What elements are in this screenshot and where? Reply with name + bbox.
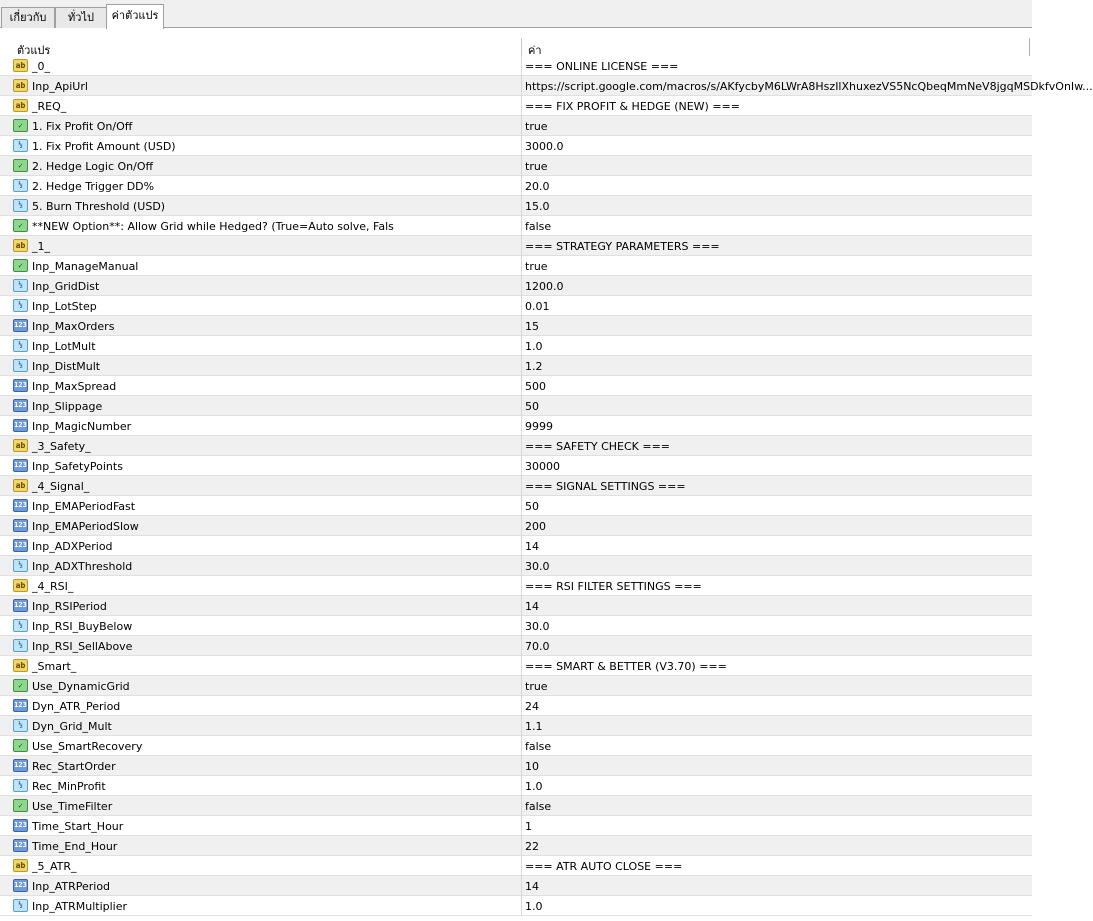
cell-divider [521, 116, 522, 136]
table-row[interactable] [0, 236, 1032, 256]
parameter-name: _5_ATR_ [32, 860, 77, 873]
int-icon: 123 [13, 759, 28, 772]
table-row[interactable] [0, 176, 1032, 196]
parameter-value[interactable]: true [525, 160, 548, 173]
table-row[interactable] [0, 276, 1032, 296]
cell-divider [521, 256, 522, 276]
bool-icon: ✓ [13, 679, 28, 692]
table-row[interactable] [0, 816, 1032, 836]
table-row[interactable] [0, 256, 1032, 276]
cell-divider [521, 896, 522, 916]
cell-divider [521, 216, 522, 236]
cell-divider [521, 616, 522, 636]
tab-bar [0, 0, 1032, 28]
parameter-name: Inp_ManageManual [32, 260, 139, 273]
table-row[interactable] [0, 56, 1032, 76]
parameter-name: Inp_ADXThreshold [32, 560, 133, 573]
int-icon: 123 [13, 459, 28, 472]
bool-icon: ✓ [13, 799, 28, 812]
parameter-name: Time_End_Hour [32, 840, 118, 853]
parameter-name: **NEW Option**: Allow Grid while Hedged? (True=Auto solve, Fals [32, 220, 394, 233]
parameter-value[interactable]: 0.01 [525, 300, 550, 313]
cell-divider [521, 136, 522, 156]
table-row[interactable] [0, 636, 1032, 656]
double-icon: ½ [13, 619, 28, 632]
table-row[interactable] [0, 416, 1032, 436]
parameter-name: Inp_LotMult [32, 340, 96, 353]
int-icon: 123 [13, 419, 28, 432]
cell-divider [521, 536, 522, 556]
cell-divider [521, 376, 522, 396]
parameter-value[interactable]: 9999 [525, 420, 553, 433]
parameter-name: Inp_Slippage [32, 400, 103, 413]
cell-divider [521, 156, 522, 176]
cell-divider [521, 456, 522, 476]
parameter-value[interactable]: false [525, 740, 552, 753]
int-icon: 123 [13, 519, 28, 532]
parameter-name: Inp_RSIPeriod [32, 600, 107, 613]
int-icon: 123 [13, 399, 28, 412]
cell-divider [521, 676, 522, 696]
cell-divider [521, 816, 522, 836]
string-icon: ab [13, 239, 28, 252]
parameter-value[interactable]: 30000 [525, 460, 560, 473]
parameter-name: Dyn_Grid_Mult [32, 720, 112, 733]
cell-divider [521, 636, 522, 656]
parameter-value[interactable]: 1.2 [525, 360, 543, 373]
parameter-value[interactable]: true [525, 120, 548, 133]
string-icon: ab [13, 659, 28, 672]
parameter-value[interactable]: 14 [525, 600, 539, 613]
cell-divider [521, 736, 522, 756]
double-icon: ½ [13, 199, 28, 212]
parameter-value[interactable]: 10 [525, 760, 539, 773]
cell-divider [521, 856, 522, 876]
double-icon: ½ [13, 299, 28, 312]
cell-divider [521, 96, 522, 116]
cell-divider [521, 836, 522, 856]
table-row[interactable] [0, 676, 1032, 696]
parameter-name: Use_TimeFilter [32, 800, 113, 813]
parameter-value[interactable]: 1.0 [525, 900, 543, 913]
parameter-name: _3_Safety_ [32, 440, 91, 453]
parameter-value[interactable]: 30.0 [525, 620, 550, 633]
column-header-variable[interactable]: ตัวแปร [17, 44, 51, 57]
cell-divider [521, 596, 522, 616]
parameter-value[interactable]: 14 [525, 540, 539, 553]
tab-inputs[interactable]: ค่าตัวแปร [106, 4, 164, 29]
int-icon: 123 [13, 539, 28, 552]
table-row[interactable] [0, 616, 1032, 636]
int-icon: 123 [13, 499, 28, 512]
cell-divider [521, 356, 522, 376]
table-row[interactable] [0, 196, 1032, 216]
table-row[interactable] [0, 756, 1032, 776]
table-row[interactable] [0, 216, 1032, 236]
int-icon: 123 [13, 699, 28, 712]
int-icon: 123 [13, 879, 28, 892]
parameter-value[interactable]: 70.0 [525, 640, 550, 653]
double-icon: ½ [13, 179, 28, 192]
parameter-value[interactable]: 15 [525, 320, 539, 333]
parameter-value[interactable]: 1200.0 [525, 280, 564, 293]
cell-divider [521, 436, 522, 456]
parameter-name: Inp_MagicNumber [32, 420, 132, 433]
table-row[interactable] [0, 476, 1032, 496]
table-row[interactable] [0, 656, 1032, 676]
table-row[interactable] [0, 116, 1032, 136]
table-row[interactable] [0, 436, 1032, 456]
double-icon: ½ [13, 639, 28, 652]
parameter-name: Inp_MaxOrders [32, 320, 115, 333]
table-row[interactable] [0, 336, 1032, 356]
table-row[interactable] [0, 796, 1032, 816]
parameter-value[interactable]: 20.0 [525, 180, 550, 193]
table-header [0, 38, 1032, 56]
parameter-name: _1_ [32, 240, 50, 253]
table-row[interactable] [0, 856, 1032, 876]
cell-divider [521, 56, 522, 76]
double-icon: ½ [13, 779, 28, 792]
string-icon: ab [13, 59, 28, 72]
parameter-name: _4_Signal_ [32, 480, 90, 493]
cell-divider [521, 76, 522, 96]
cell-divider [521, 656, 522, 676]
string-icon: ab [13, 79, 28, 92]
parameter-value[interactable]: === FIX PROFIT & HEDGE (NEW) === [525, 100, 740, 113]
cell-divider [521, 696, 522, 716]
cell-divider [521, 576, 522, 596]
table-row[interactable] [0, 716, 1032, 736]
double-icon: ½ [13, 359, 28, 372]
parameter-name: 1. Fix Profit Amount (USD) [32, 140, 176, 153]
parameter-name: Inp_LotStep [32, 300, 97, 313]
parameter-value[interactable]: 15.0 [525, 200, 550, 213]
table-row[interactable] [0, 76, 1093, 96]
parameter-value[interactable]: 500 [525, 380, 546, 393]
parameter-value[interactable]: true [525, 260, 548, 273]
parameter-value[interactable]: 22 [525, 840, 539, 853]
parameter-name: Rec_MinProfit [32, 780, 106, 793]
bool-icon: ✓ [13, 739, 28, 752]
parameter-value[interactable]: https://script.google.com/macros/s/AKfycbyM6LWrA8HszIlXhuxezVS5NcQbeqMmNeV8jgqMSDkfvOnIw... [525, 80, 1093, 93]
table-row[interactable] [0, 556, 1032, 576]
parameter-name: Rec_StartOrder [32, 760, 116, 773]
parameter-name: Inp_DistMult [32, 360, 101, 373]
parameter-value[interactable]: 200 [525, 520, 546, 533]
parameter-value[interactable]: 50 [525, 400, 539, 413]
table-row[interactable] [0, 136, 1032, 156]
parameter-value[interactable]: === RSI FILTER SETTINGS === [525, 580, 702, 593]
parameter-name: Time_Start_Hour [32, 820, 124, 833]
bool-icon: ✓ [13, 119, 28, 132]
parameter-value[interactable]: 1.0 [525, 780, 543, 793]
tab-about[interactable]: เกี่ยวกับ [1, 7, 55, 28]
parameter-value[interactable]: === SMART & BETTER (V3.70) === [525, 660, 727, 673]
table-row[interactable] [0, 536, 1032, 556]
string-icon: ab [13, 439, 28, 452]
table-row[interactable] [0, 296, 1032, 316]
table-row[interactable] [0, 736, 1032, 756]
cell-divider [521, 556, 522, 576]
parameter-name: Dyn_ATR_Period [32, 700, 121, 713]
string-icon: ab [13, 99, 28, 112]
cell-divider [521, 196, 522, 216]
parameter-name: Inp_ATRPeriod [32, 880, 111, 893]
parameter-name: Inp_GridDist [32, 280, 100, 293]
cell-divider [521, 796, 522, 816]
parameter-name: _4_RSI_ [32, 580, 74, 593]
header-right-edge [1029, 38, 1030, 56]
table-row[interactable] [0, 396, 1032, 416]
parameter-value[interactable]: 1 [525, 820, 532, 833]
double-icon: ½ [13, 899, 28, 912]
parameter-value[interactable]: 14 [525, 880, 539, 893]
parameters-table [0, 56, 1093, 916]
parameter-value[interactable]: 3000.0 [525, 140, 564, 153]
parameter-name: Inp_RSI_SellAbove [32, 640, 133, 653]
table-row[interactable] [0, 316, 1032, 336]
table-row[interactable] [0, 876, 1032, 896]
table-row[interactable] [0, 576, 1032, 596]
parameter-value[interactable]: false [525, 220, 552, 233]
parameter-value[interactable]: === ATR AUTO CLOSE === [525, 860, 683, 873]
parameter-name: Inp_RSI_BuyBelow [32, 620, 133, 633]
table-row[interactable] [0, 896, 1032, 916]
table-row[interactable] [0, 516, 1032, 536]
int-icon: 123 [13, 819, 28, 832]
cell-divider [521, 496, 522, 516]
int-icon: 123 [13, 839, 28, 852]
parameter-name: 1. Fix Profit On/Off [32, 120, 133, 133]
parameter-value[interactable]: 24 [525, 700, 539, 713]
tab-general[interactable]: ทั่วไป [55, 7, 107, 28]
double-icon: ½ [13, 339, 28, 352]
cell-divider [521, 276, 522, 296]
parameter-name: Inp_ADXPeriod [32, 540, 113, 553]
table-row[interactable] [0, 376, 1032, 396]
column-divider[interactable] [521, 38, 522, 56]
parameter-name: Inp_ApiUrl [32, 80, 88, 93]
parameter-name: _REQ_ [32, 100, 67, 113]
cell-divider [521, 236, 522, 256]
parameter-name: 5. Burn Threshold (USD) [32, 200, 166, 213]
cell-divider [521, 476, 522, 496]
parameter-name: Inp_MaxSpread [32, 380, 117, 393]
parameter-name: _0_ [32, 60, 50, 73]
bool-icon: ✓ [13, 219, 28, 232]
parameter-value[interactable]: === SAFETY CHECK === [525, 440, 671, 453]
column-header-value[interactable]: ค่า [528, 44, 542, 57]
table-row[interactable] [0, 96, 1032, 116]
parameter-value[interactable]: 30.0 [525, 560, 550, 573]
table-row[interactable] [0, 836, 1032, 856]
double-icon: ½ [13, 719, 28, 732]
parameter-value[interactable]: false [525, 800, 552, 813]
parameter-value[interactable]: true [525, 680, 548, 693]
cell-divider [521, 296, 522, 316]
int-icon: 123 [13, 599, 28, 612]
parameter-value[interactable]: === STRATEGY PARAMETERS === [525, 240, 720, 253]
parameter-name: Inp_EMAPeriodSlow [32, 520, 139, 533]
parameter-name: Inp_SafetyPoints [32, 460, 123, 473]
cell-divider [521, 716, 522, 736]
table-row[interactable] [0, 696, 1032, 716]
parameter-name: 2. Hedge Trigger DD% [32, 180, 155, 193]
cell-divider [521, 416, 522, 436]
cell-divider [521, 336, 522, 356]
table-row[interactable] [0, 496, 1032, 516]
int-icon: 123 [13, 379, 28, 392]
parameter-name: Inp_EMAPeriodFast [32, 500, 136, 513]
parameter-name: Use_DynamicGrid [32, 680, 130, 693]
parameter-name: Inp_ATRMultiplier [32, 900, 128, 913]
parameter-value[interactable]: 1.0 [525, 340, 543, 353]
parameter-name: Use_SmartRecovery [32, 740, 143, 753]
table-row[interactable] [0, 356, 1032, 376]
string-icon: ab [13, 859, 28, 872]
cell-divider [521, 756, 522, 776]
double-icon: ½ [13, 559, 28, 572]
cell-divider [521, 176, 522, 196]
table-row[interactable] [0, 156, 1032, 176]
parameter-value[interactable]: === SIGNAL SETTINGS === [525, 480, 686, 493]
bool-icon: ✓ [13, 259, 28, 272]
table-row[interactable] [0, 456, 1032, 476]
parameter-value[interactable]: === ONLINE LICENSE === [525, 60, 679, 73]
double-icon: ½ [13, 139, 28, 152]
double-icon: ½ [13, 279, 28, 292]
string-icon: ab [13, 579, 28, 592]
cell-divider [521, 316, 522, 336]
table-row[interactable] [0, 776, 1032, 796]
parameter-value[interactable]: 50 [525, 500, 539, 513]
int-icon: 123 [13, 319, 28, 332]
cell-divider [521, 516, 522, 536]
parameter-value[interactable]: 1.1 [525, 720, 543, 733]
string-icon: ab [13, 479, 28, 492]
cell-divider [521, 776, 522, 796]
cell-divider [521, 876, 522, 896]
bool-icon: ✓ [13, 159, 28, 172]
table-row[interactable] [0, 596, 1032, 616]
parameter-name: _Smart_ [32, 660, 77, 673]
parameter-name: 2. Hedge Logic On/Off [32, 160, 154, 173]
cell-divider [521, 396, 522, 416]
